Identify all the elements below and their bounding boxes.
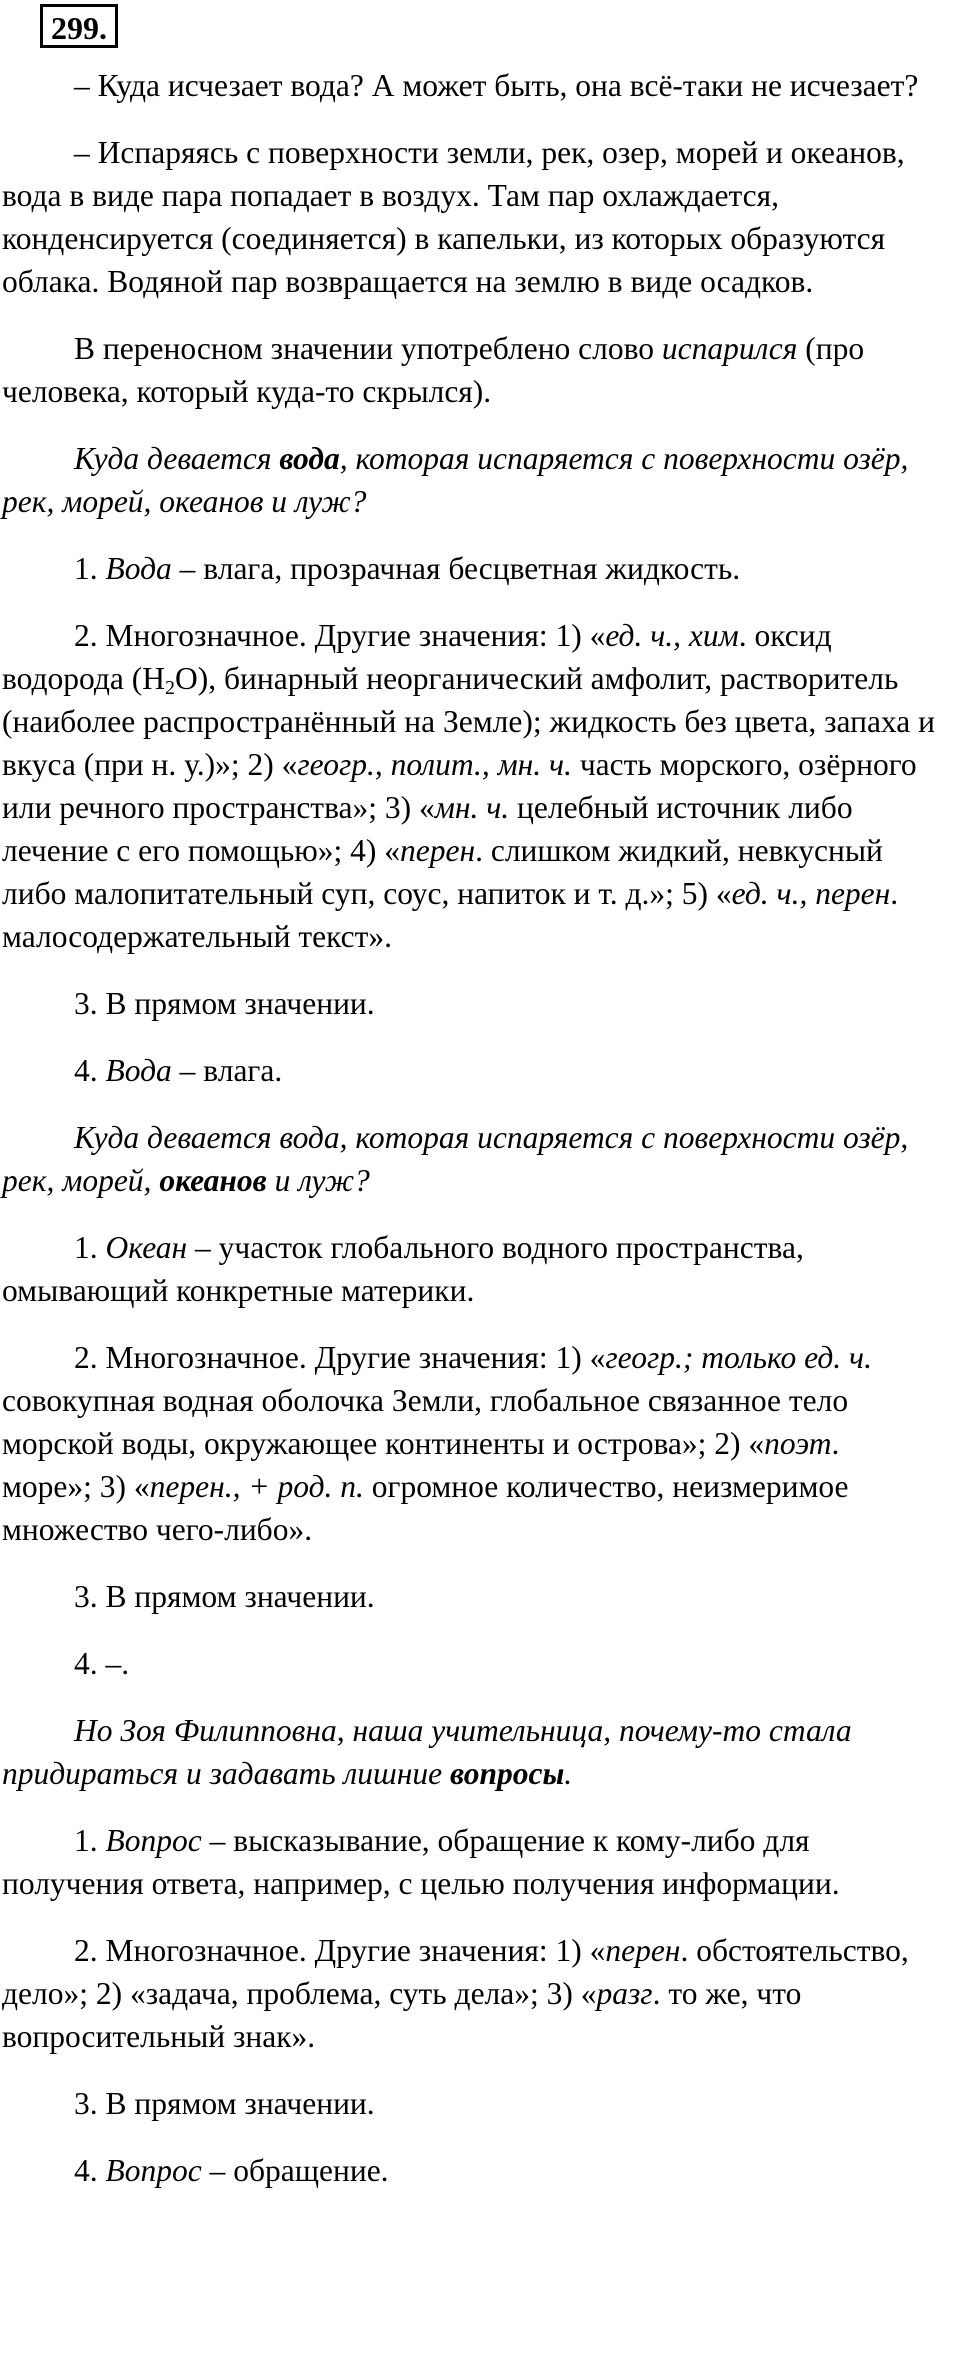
text-segment: ед. ч., хим xyxy=(605,618,739,653)
text-segment: – Испаряясь с поверхности земли, рек, озер, морей и океанов, вода в виде пара попадает в воздух. Там пар охлаждается, конденсируется (соединяется) в капельки, из которых образуются облака. Водяной пар возвращается на землю в виде осадков. xyxy=(2,135,905,299)
paragraph xyxy=(0,982,936,1025)
text-segment: перен., + род. п. xyxy=(149,1469,364,1504)
paragraph xyxy=(0,1226,936,1312)
text-segment: вопросы xyxy=(450,1756,565,1791)
text-segment: 4. –. xyxy=(74,1646,130,1681)
text-segment: – обращение. xyxy=(201,2153,389,2188)
text-segment: перен xyxy=(605,1933,681,1968)
paragraph xyxy=(0,1819,936,1905)
text-segment: В переносном значении употреблено слово xyxy=(74,331,662,366)
paragraph xyxy=(0,2082,936,2125)
text-segment: Вода xyxy=(105,1053,172,1088)
paragraph xyxy=(0,547,936,590)
paragraph xyxy=(0,1929,936,2058)
text-segment: часть морского, озёрного или речного пространства»; 3) « xyxy=(2,747,917,825)
text-segment: 2. Многозначное. Другие значения: 1) « xyxy=(74,1933,606,1968)
text-segment: – участок глобального водного пространства, омывающий конкретные материки. xyxy=(2,1230,804,1308)
text-segment: – влага, прозрачная бесцветная жидкость. xyxy=(171,551,741,586)
text-segment: испарился xyxy=(661,331,798,366)
text-segment: . обстоятельство, дело»; 2) «задача, проблема, суть дела»; 3) « xyxy=(2,1933,909,2011)
text-segment: мн. ч. xyxy=(434,790,510,825)
paragraph xyxy=(0,64,936,107)
text-segment: . xyxy=(564,1756,573,1791)
paragraph xyxy=(0,1642,936,1685)
text-segment: – влага. xyxy=(171,1053,283,1088)
text-segment: 2. Многозначное. Другие значения: 1) « xyxy=(74,618,606,653)
text-segment: Вопрос xyxy=(105,1823,202,1858)
text-segment: перен xyxy=(400,833,476,868)
text-segment: целебный источник либо лечение с его помощью»; 4) « xyxy=(2,790,853,868)
text-segment: геогр.; только ед. ч. xyxy=(605,1340,872,1375)
text-segment: O), бинарный неорганический амфолит, растворитель (наиболее распространённый на Земле); жидкость без цвета, запаха и вкуса (при н. у.)»; 2) « xyxy=(2,661,935,782)
text-segment: 4. xyxy=(74,2153,106,2188)
paragraph xyxy=(0,131,936,303)
text-segment: 3. В прямом значении. xyxy=(74,2086,375,2121)
text-segment: океанов xyxy=(159,1163,267,1198)
text-segment: – Куда исчезает вода? А может быть, она всё-таки не исчезает? xyxy=(74,68,919,103)
paragraph xyxy=(0,1575,936,1618)
text-segment: . море»; 3) « xyxy=(2,1426,840,1504)
text-segment: Вопрос xyxy=(105,2153,202,2188)
text-segment: 2 xyxy=(165,677,175,699)
text-segment: . оксид водорода (H xyxy=(2,618,832,696)
text-segment: , которая испаряется с поверхности озёр, рек, морей, океанов и луж? xyxy=(2,441,909,519)
text-segment: вода xyxy=(279,441,340,476)
text-segment: 4. xyxy=(74,1053,106,1088)
paragraph xyxy=(0,1049,936,1092)
text-segment: Океан xyxy=(105,1230,188,1265)
text-segment: (про человека, который куда-то скрылся). xyxy=(2,331,865,409)
paragraph xyxy=(0,2149,936,2192)
text-segment: огромное количество, неизмеримое множество чего-либо». xyxy=(2,1469,849,1547)
text-segment: и луж? xyxy=(266,1163,370,1198)
text-segment: . слишком жидкий, невкусный либо малопитательный суп, соус, напиток и т. д.»; 5) « xyxy=(2,833,883,911)
text-segment: – высказывание, обращение к кому-либо для получения ответа, например, с целью получения информации. xyxy=(2,1823,840,1901)
text-segment: Куда девается вода, которая испаряется с поверхности озёр, рек, морей, xyxy=(2,1120,909,1198)
text-segment: 1. xyxy=(74,551,106,586)
paragraph xyxy=(0,437,936,523)
exercise-number: 299. xyxy=(40,4,118,48)
text-segment: Вода xyxy=(105,551,172,586)
text-segment: Куда девается xyxy=(74,441,280,476)
paragraph xyxy=(0,614,936,958)
text-segment: поэт xyxy=(764,1426,832,1461)
text-segment: разг xyxy=(596,1976,653,2011)
text-segment: 3. В прямом значении. xyxy=(74,986,375,1021)
paragraph xyxy=(0,1709,936,1795)
paragraph xyxy=(0,1336,936,1551)
exercise-text xyxy=(0,64,936,2216)
text-segment: . малосодержательный текст». xyxy=(2,876,899,954)
paragraph xyxy=(0,1116,936,1202)
text-segment: 2. Многозначное. Другие значения: 1) « xyxy=(74,1340,606,1375)
text-segment: 3. В прямом значении. xyxy=(74,1579,375,1614)
paragraph xyxy=(0,327,936,413)
text-segment: геогр., полит., мн. ч. xyxy=(297,747,572,782)
text-segment: 1. xyxy=(74,1823,106,1858)
text-segment: Но Зоя Филипповна, наша учительница, почему-то стала придираться и задавать лишние xyxy=(2,1713,852,1791)
text-segment: . то же, что вопросительный знак». xyxy=(2,1976,802,2054)
text-segment: 1. xyxy=(74,1230,106,1265)
text-segment: совокупная водная оболочка Земли, глобальное связанное тело морской воды, окружающее континенты и острова»; 2) « xyxy=(2,1383,849,1461)
text-segment: ед. ч., перен xyxy=(731,876,891,911)
